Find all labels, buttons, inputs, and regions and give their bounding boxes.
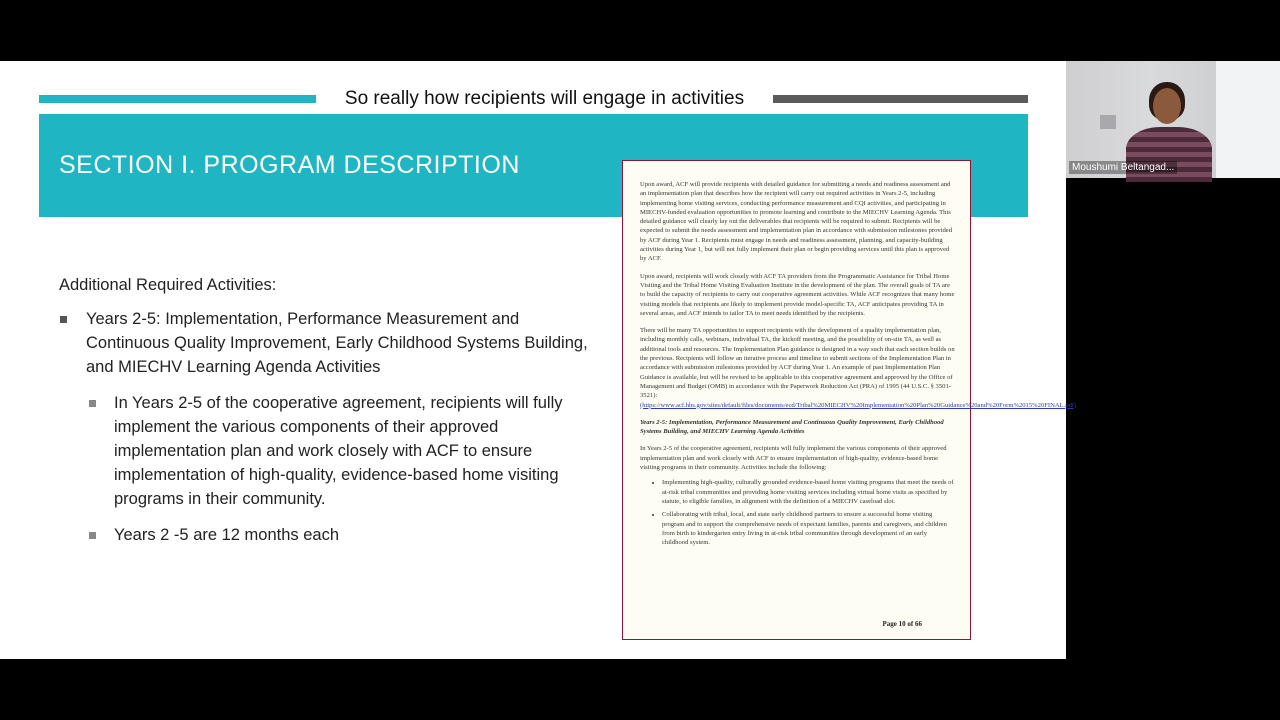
top-rule-left: [39, 95, 316, 103]
lead-text: Additional Required Activities:: [59, 276, 277, 294]
top-rule-right: [773, 95, 1028, 103]
square-bullet-icon: [89, 400, 96, 407]
doc-paragraph: Upon award, recipients will work closely with ACF TA providers from the Programmatic Assistance for Tribal Home Visiting and the Tribal Home Visiting Evaluation Institute in the development of the plan. The overall goals of TA are to build the capacity of recipients to carry out cooperative agreement activities. While ACF recognizes that many home visiting models that recipients are likely to implement provide model-specific TA, ACF anticipates providing TA in several areas, and ACF intends to tailor TA to meet needs identified by the recipients.: [640, 272, 955, 317]
sub-bullet-item: [59, 523, 604, 547]
square-bullet-icon: [60, 316, 67, 323]
document-body: [640, 180, 1077, 551]
participant-name: Moushumi Beltangad...: [1069, 161, 1177, 174]
bullet-text: Years 2-5: Implementation, Performance Measurement and Continuous Quality Improvement, Early Childhood Systems Building, and MIECHV Learning Agenda Activities: [86, 310, 588, 376]
sub-bullet-text: In Years 2-5 of the cooperative agreement, recipients will fully implement the various components of their approved implementation plan and work closely with ACF to ensure implementation of high-quality, evidence-based home visiting programs in their community.: [114, 394, 563, 508]
doc-list: [640, 478, 955, 547]
bullet-item: [59, 307, 604, 379]
wall-picture: [1100, 115, 1116, 129]
section-title: SECTION I. PROGRAM DESCRIPTION: [59, 151, 520, 179]
doc-heading: Years 2-5: Implementation, Performance Measurement and Continuous Quality Improvement, Early Childhood Systems Building, and MIECHV Learning Agenda Activities: [640, 418, 944, 436]
doc-link[interactable]: (https://www.acf.hhs.gov/sites/default/files/documents/ecd/Tribal%20MIECHV%20Implementation%20Plan%20Guidance%20and%20Form%2015%20FINAL.pdf): [640, 401, 1077, 409]
doc-paragraph: There will be many TA opportunities to support recipients with the development of a quality implementation plan, including monthly calls, webinars, individual TA, the kickoff meeting, and the possibility of on-site TA, as well as additional tools and resources. The Implementation Plan guidance is designed in a way such that each section builds on the previous. Recipients will follow an iterative process and timeline to submit sections of the Implementation Plan in accordance with submission milestones provided by ACF during Year 1. An example of past Implementation Plan Guidance is available, but will be revised to be applicable to this cooperative agreement and approved by the Office of Management and Budget (OMB) in accordance with the Paperwork Reduction Act (PRA) of 1995 (44 U.S.C. § 3501-3521):: [640, 327, 955, 400]
caption-line1: So really how recipients will engage in activities: [344, 88, 745, 109]
doc-list-item: • Collaborating with tribal, local, and state early childhood partners to ensure a successful home visiting program and to support the comprehensive needs of expectant families, parents and caregivers, and children from birth to kindergarten entry living in at-risk tribal communities through development of an early childhood system.: [662, 510, 955, 547]
document-excerpt: [622, 160, 1077, 640]
slide-body: [59, 273, 604, 559]
sub-bullet-text: Years 2 -5 are 12 months each: [114, 526, 340, 544]
video-window-light: [1216, 61, 1280, 178]
doc-list-item: • Implementing high-quality, culturally grounded evidence-based home visiting programs that meet the needs of at-risk tribal communities and providing home visiting services including virtual home visits as specified by statute, to eligible families, in alignment with the definition of a MIECHV caseload slot.: [662, 478, 955, 506]
square-bullet-icon: [89, 532, 96, 539]
doc-page-number: Page 10 of 66: [882, 620, 922, 628]
participant-face: [1153, 88, 1181, 124]
sub-bullet-item: [59, 391, 604, 511]
doc-paragraph: Upon award, ACF will provide recipients with detailed guidance for submitting a needs and readiness assessment and an implementation plan that describes how the recipient will carry out required activities in Years 2-5, including implementing home visiting services, conducting performance measurement and CQI activities, and participating in MIECHV-funded evaluation opportunities to promote learning and contribute to the MIECHV Learning Agenda. This detailed guidance will clearly lay out the deliverables that recipients will be required to submit. Recipients will be expected to submit the needs assessment and implementation plan in accordance with submission milestones provided by ACF during Year 1. Recipients must engage in needs and readiness assessment, planning, and capacity-building activities during Year 1, but will not fully implement their plan or begin providing services until this plan is approved by ACF.: [640, 181, 953, 263]
participant-video-tile[interactable]: [1066, 61, 1280, 178]
slide: [0, 61, 1077, 659]
doc-paragraph: In Years 2-5 of the cooperative agreement, recipients will fully implement the various components of their approved implementation plan and work closely with ACF to ensure implementation of high-quality, evidence-based home visiting programs in their community. Activities include the following:: [640, 445, 947, 472]
